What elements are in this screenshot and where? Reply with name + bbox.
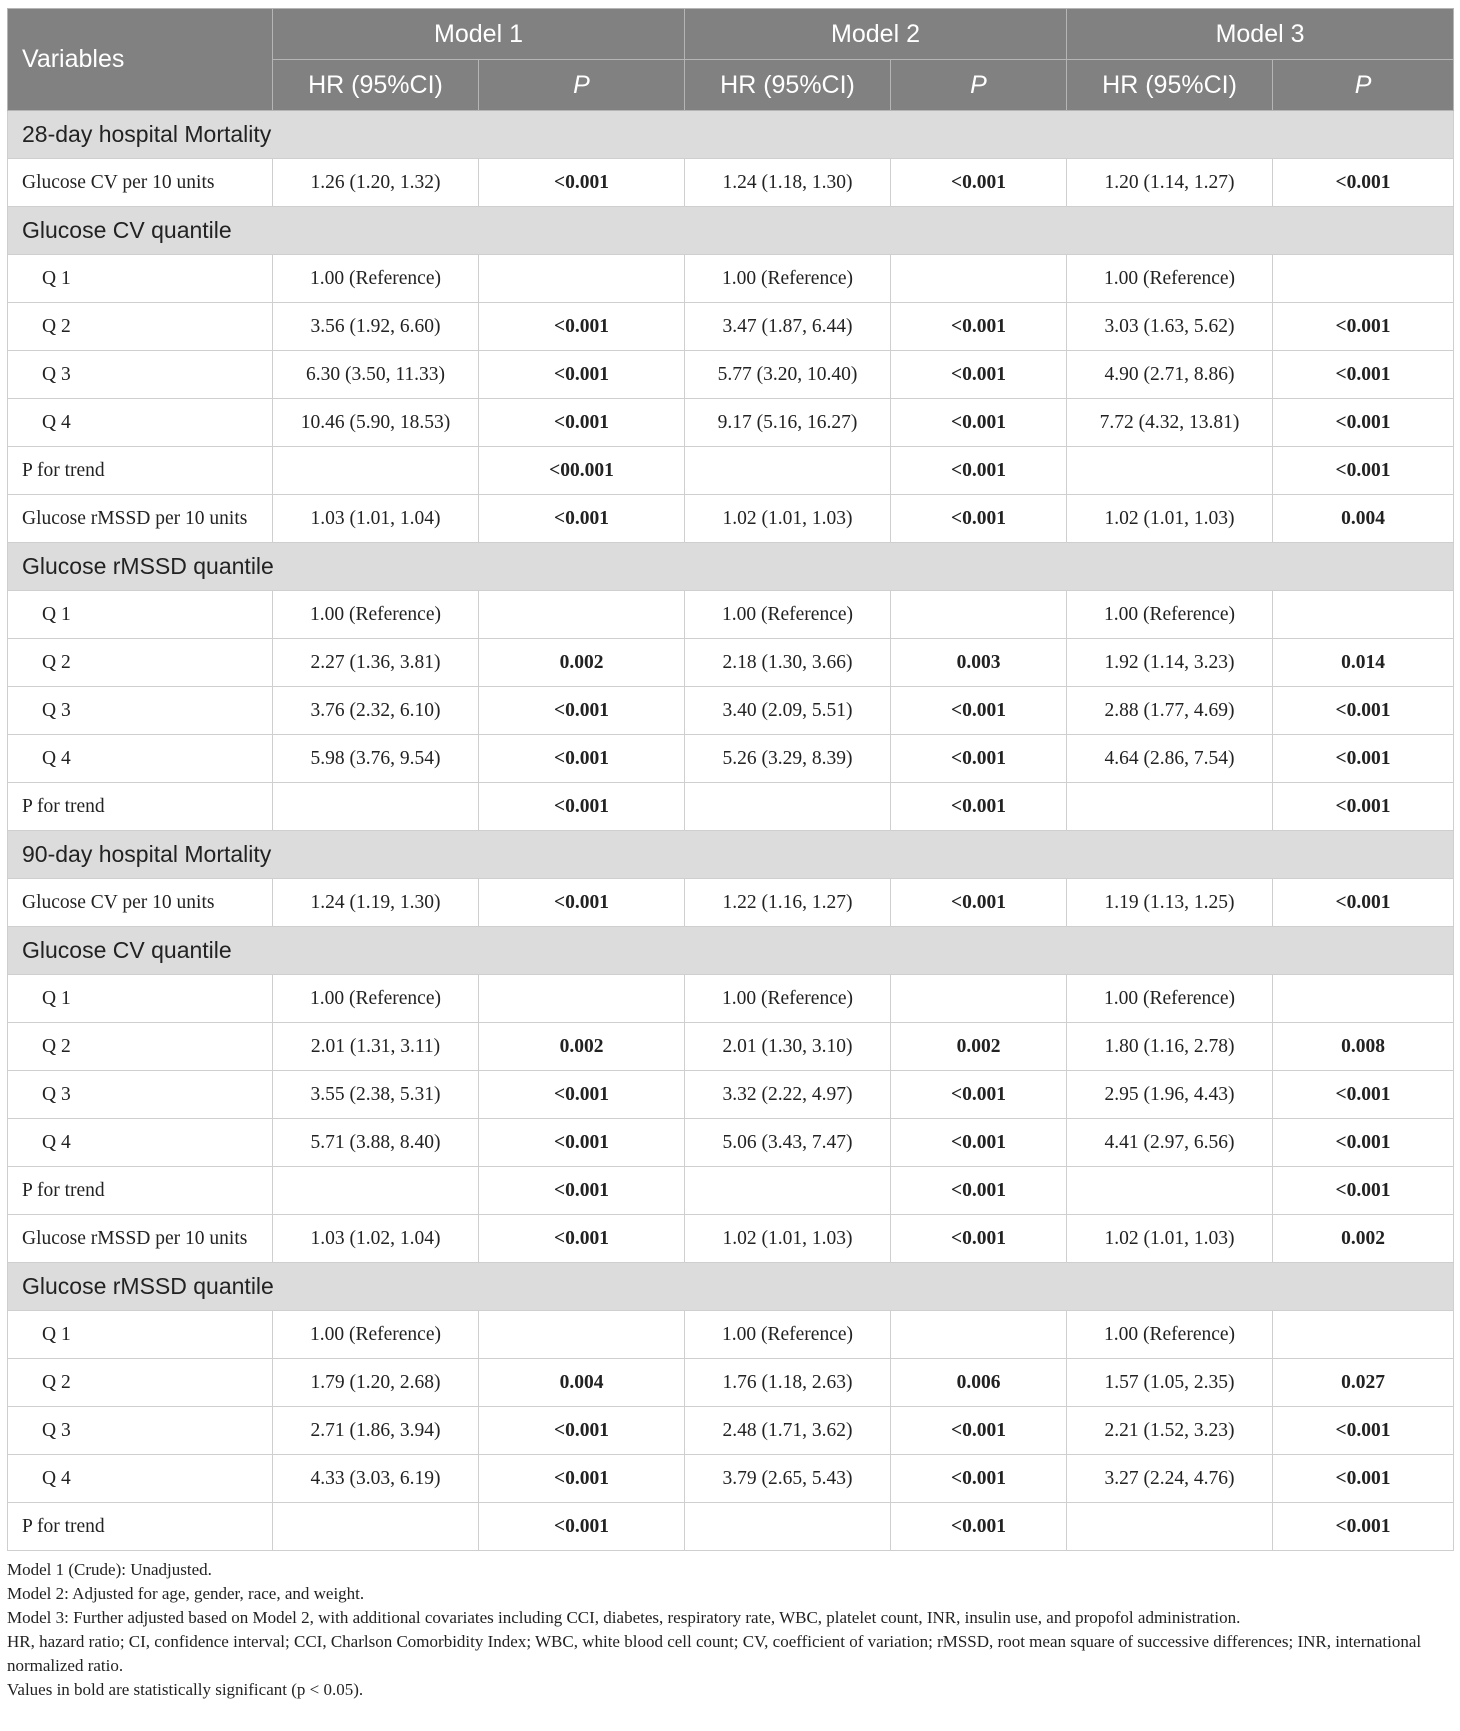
hr-ci-cell: 3.03 (1.63, 5.62) [1067, 303, 1273, 351]
hr-ci-cell: 5.26 (3.29, 8.39) [685, 735, 891, 783]
hr-ci-cell: 2.18 (1.30, 3.66) [685, 639, 891, 687]
table-row [8, 351, 1454, 399]
hr-ci-cell: 1.00 (Reference) [685, 975, 891, 1023]
p-value-cell [1273, 1311, 1454, 1359]
p-value-cell: <0.001 [479, 735, 685, 783]
row-label: Glucose rMSSD per 10 units [8, 1215, 273, 1263]
row-label: Q 2 [8, 1359, 273, 1407]
hr-ci-cell [273, 1503, 479, 1551]
p-value-cell: <0.001 [891, 1503, 1067, 1551]
hr-ci-cell: 1.02 (1.01, 1.03) [685, 495, 891, 543]
p-value-cell: <0.001 [891, 879, 1067, 927]
table-row [8, 1455, 1454, 1503]
p-value-cell: <0.001 [479, 351, 685, 399]
table-row [8, 1119, 1454, 1167]
p-value-cell: <0.001 [1273, 1407, 1454, 1455]
hr-ci-cell [685, 447, 891, 495]
p-value-cell [891, 1311, 1067, 1359]
row-label: Q 2 [8, 303, 273, 351]
model-1-header: Model 1 [273, 9, 685, 60]
table-row [8, 975, 1454, 1023]
p-header: P [1273, 60, 1454, 111]
row-label: P for trend [8, 783, 273, 831]
p-value-cell: <0.001 [891, 1407, 1067, 1455]
hr-ci-cell: 5.06 (3.43, 7.47) [685, 1119, 891, 1167]
hr-ci-cell: 3.40 (2.09, 5.51) [685, 687, 891, 735]
hr-ci-cell: 2.01 (1.31, 3.11) [273, 1023, 479, 1071]
p-value-cell: <0.001 [891, 495, 1067, 543]
hr-ci-cell: 5.98 (3.76, 9.54) [273, 735, 479, 783]
table-header [8, 9, 1454, 111]
row-label: Glucose CV per 10 units [8, 879, 273, 927]
row-label: Q 4 [8, 735, 273, 783]
p-value-cell: <0.001 [1273, 1071, 1454, 1119]
p-value-cell [1273, 255, 1454, 303]
p-value-cell: <0.001 [891, 783, 1067, 831]
p-value-cell: <0.001 [479, 303, 685, 351]
hr-ci-cell: 2.71 (1.86, 3.94) [273, 1407, 479, 1455]
p-value-cell: <0.001 [1273, 1455, 1454, 1503]
p-value-cell: <0.001 [891, 687, 1067, 735]
p-value-cell: <0.001 [479, 783, 685, 831]
hr-ci-cell: 5.71 (3.88, 8.40) [273, 1119, 479, 1167]
p-value-cell: <0.001 [891, 399, 1067, 447]
hr-ci-cell: 5.77 (3.20, 10.40) [685, 351, 891, 399]
hr-ci-cell: 1.00 (Reference) [685, 255, 891, 303]
p-value-cell: <0.001 [891, 1215, 1067, 1263]
table-row [8, 399, 1454, 447]
hr-ci-cell: 1.00 (Reference) [273, 1311, 479, 1359]
p-value-cell: <0.001 [891, 735, 1067, 783]
hr-header: HR (95%CI) [1067, 60, 1273, 111]
p-value-cell: <0.001 [1273, 159, 1454, 207]
p-value-cell: <0.001 [891, 303, 1067, 351]
p-value-cell: 0.014 [1273, 639, 1454, 687]
row-label: P for trend [8, 1503, 273, 1551]
hr-ci-cell: 1.03 (1.01, 1.04) [273, 495, 479, 543]
hr-ci-cell [685, 783, 891, 831]
hr-ci-cell: 2.01 (1.30, 3.10) [685, 1023, 891, 1071]
table-row [8, 255, 1454, 303]
hr-ci-cell [1067, 783, 1273, 831]
hr-ci-cell: 3.76 (2.32, 6.10) [273, 687, 479, 735]
p-value-cell [891, 975, 1067, 1023]
hr-ci-cell: 1.00 (Reference) [273, 255, 479, 303]
hr-ci-cell: 2.88 (1.77, 4.69) [1067, 687, 1273, 735]
row-label: Q 3 [8, 351, 273, 399]
row-label: Q 2 [8, 639, 273, 687]
hr-ci-cell: 3.32 (2.22, 4.97) [685, 1071, 891, 1119]
p-value-cell [1273, 975, 1454, 1023]
hr-ci-cell: 1.24 (1.18, 1.30) [685, 159, 891, 207]
hr-ci-cell: 1.00 (Reference) [273, 975, 479, 1023]
hr-ci-cell: 1.00 (Reference) [685, 1311, 891, 1359]
hr-ci-cell: 1.00 (Reference) [1067, 255, 1273, 303]
hr-ci-cell [685, 1167, 891, 1215]
variables-header: Variables [8, 9, 273, 111]
section-title: Glucose rMSSD quantile [8, 543, 1454, 591]
hr-ci-cell: 1.02 (1.01, 1.03) [1067, 1215, 1273, 1263]
p-value-cell: <0.001 [1273, 399, 1454, 447]
hr-ci-cell: 3.55 (2.38, 5.31) [273, 1071, 479, 1119]
hr-ci-cell: 6.30 (3.50, 11.33) [273, 351, 479, 399]
p-value-cell: <0.001 [891, 1455, 1067, 1503]
hr-ci-cell [273, 1167, 479, 1215]
p-value-cell: <0.001 [1273, 879, 1454, 927]
row-label: Q 4 [8, 1119, 273, 1167]
hr-ci-cell: 1.22 (1.16, 1.27) [685, 879, 891, 927]
p-value-cell: <0.001 [891, 1167, 1067, 1215]
table-footnotes [7, 1558, 1453, 1702]
row-label: Q 1 [8, 255, 273, 303]
hr-ci-cell: 4.41 (2.97, 6.56) [1067, 1119, 1273, 1167]
p-value-cell [891, 255, 1067, 303]
hr-ci-cell [1067, 1167, 1273, 1215]
p-value-cell: <0.001 [1273, 735, 1454, 783]
p-value-cell: <0.001 [479, 1071, 685, 1119]
section-row [8, 111, 1454, 159]
hr-ci-cell: 3.79 (2.65, 5.43) [685, 1455, 891, 1503]
row-label: P for trend [8, 1167, 273, 1215]
p-value-cell: 0.002 [479, 1023, 685, 1071]
row-label: Q 4 [8, 1455, 273, 1503]
hazard-ratio-table [7, 8, 1454, 1551]
hr-ci-cell: 2.21 (1.52, 3.23) [1067, 1407, 1273, 1455]
p-value-cell: <0.001 [479, 879, 685, 927]
section-row [8, 1263, 1454, 1311]
table-row [8, 1023, 1454, 1071]
p-value-cell: <0.001 [1273, 783, 1454, 831]
section-row [8, 543, 1454, 591]
hr-ci-cell: 1.20 (1.14, 1.27) [1067, 159, 1273, 207]
hr-ci-cell: 1.92 (1.14, 3.23) [1067, 639, 1273, 687]
hr-ci-cell: 1.24 (1.19, 1.30) [273, 879, 479, 927]
footnote-line: Values in bold are statistically significant (p < 0.05). [7, 1680, 364, 1699]
hr-ci-cell: 1.00 (Reference) [1067, 1311, 1273, 1359]
p-value-cell: <0.001 [1273, 687, 1454, 735]
table-row [8, 735, 1454, 783]
p-value-cell: 0.002 [891, 1023, 1067, 1071]
hr-ci-cell: 1.19 (1.13, 1.25) [1067, 879, 1273, 927]
p-value-cell: <0.001 [891, 159, 1067, 207]
section-title: 90-day hospital Mortality [8, 831, 1454, 879]
p-value-cell: <0.001 [891, 1071, 1067, 1119]
p-value-cell [479, 591, 685, 639]
section-title: 28-day hospital Mortality [8, 111, 1454, 159]
hr-ci-cell: 1.00 (Reference) [1067, 591, 1273, 639]
table-row [8, 1359, 1454, 1407]
hr-ci-cell: 1.00 (Reference) [685, 591, 891, 639]
section-title: Glucose CV quantile [8, 207, 1454, 255]
table-row [8, 1407, 1454, 1455]
table-row [8, 879, 1454, 927]
footnote-line: Model 1 (Crude): Unadjusted. [7, 1560, 212, 1579]
hr-ci-cell: 1.57 (1.05, 2.35) [1067, 1359, 1273, 1407]
p-value-cell: <0.001 [891, 351, 1067, 399]
p-value-cell: <0.001 [891, 447, 1067, 495]
hr-ci-cell: 4.90 (2.71, 8.86) [1067, 351, 1273, 399]
row-label: Q 1 [8, 1311, 273, 1359]
p-value-cell: <0.001 [479, 495, 685, 543]
p-value-cell: 0.002 [479, 639, 685, 687]
hr-header: HR (95%CI) [273, 60, 479, 111]
hr-ci-cell: 3.47 (1.87, 6.44) [685, 303, 891, 351]
table-row [8, 495, 1454, 543]
row-label: Q 3 [8, 1071, 273, 1119]
p-value-cell: 0.004 [479, 1359, 685, 1407]
table-row [8, 783, 1454, 831]
p-value-cell: 0.008 [1273, 1023, 1454, 1071]
hr-ci-cell: 1.80 (1.16, 2.78) [1067, 1023, 1273, 1071]
hr-ci-cell: 7.72 (4.32, 13.81) [1067, 399, 1273, 447]
hr-ci-cell: 1.79 (1.20, 2.68) [273, 1359, 479, 1407]
p-value-cell: <0.001 [1273, 1119, 1454, 1167]
section-row [8, 927, 1454, 975]
p-value-cell: <0.001 [479, 1215, 685, 1263]
row-label: Glucose CV per 10 units [8, 159, 273, 207]
table-row [8, 447, 1454, 495]
footnote-line: Model 3: Further adjusted based on Model 2, with additional covariates including CCI, diabetes, respiratory rate, WBC, platelet count, INR, insulin use, and propofol administration. [7, 1608, 1241, 1627]
table-row [8, 303, 1454, 351]
row-label: Q 1 [8, 591, 273, 639]
p-value-cell: <0.001 [479, 687, 685, 735]
section-title: Glucose CV quantile [8, 927, 1454, 975]
p-value-cell: <0.001 [1273, 1167, 1454, 1215]
row-label: Glucose rMSSD per 10 units [8, 495, 273, 543]
p-header: P [479, 60, 685, 111]
table-row [8, 687, 1454, 735]
p-value-cell: <0.001 [1273, 447, 1454, 495]
hr-ci-cell: 10.46 (5.90, 18.53) [273, 399, 479, 447]
hr-ci-cell: 4.64 (2.86, 7.54) [1067, 735, 1273, 783]
p-value-cell: 0.004 [1273, 495, 1454, 543]
row-label: Q 3 [8, 1407, 273, 1455]
p-value-cell: <0.001 [479, 1167, 685, 1215]
p-value-cell [1273, 591, 1454, 639]
table-row [8, 1503, 1454, 1551]
hr-ci-cell [1067, 1503, 1273, 1551]
model-3-header: Model 3 [1067, 9, 1454, 60]
hr-ci-cell: 1.26 (1.20, 1.32) [273, 159, 479, 207]
row-label: Q 2 [8, 1023, 273, 1071]
section-row [8, 831, 1454, 879]
hr-ci-cell [273, 783, 479, 831]
p-value-cell: <00.001 [479, 447, 685, 495]
p-value-cell: 0.002 [1273, 1215, 1454, 1263]
row-label: Q 4 [8, 399, 273, 447]
p-header: P [891, 60, 1067, 111]
hr-ci-cell: 3.27 (2.24, 4.76) [1067, 1455, 1273, 1503]
model-2-header: Model 2 [685, 9, 1067, 60]
table-row [8, 1215, 1454, 1263]
hr-ci-cell: 2.27 (1.36, 3.81) [273, 639, 479, 687]
hr-ci-cell: 2.95 (1.96, 4.43) [1067, 1071, 1273, 1119]
hr-ci-cell: 3.56 (1.92, 6.60) [273, 303, 479, 351]
section-title: Glucose rMSSD quantile [8, 1263, 1454, 1311]
p-value-cell: <0.001 [479, 1119, 685, 1167]
table-row [8, 639, 1454, 687]
table-row [8, 159, 1454, 207]
row-label: Q 3 [8, 687, 273, 735]
hr-ci-cell: 1.00 (Reference) [1067, 975, 1273, 1023]
p-value-cell: <0.001 [1273, 1503, 1454, 1551]
p-value-cell: <0.001 [1273, 303, 1454, 351]
hr-ci-cell: 2.48 (1.71, 3.62) [685, 1407, 891, 1455]
hr-ci-cell: 1.00 (Reference) [273, 591, 479, 639]
p-value-cell [479, 255, 685, 303]
p-value-cell: 0.003 [891, 639, 1067, 687]
p-value-cell: <0.001 [479, 1455, 685, 1503]
hr-ci-cell: 1.76 (1.18, 2.63) [685, 1359, 891, 1407]
results-table-container [7, 8, 1453, 1702]
p-value-cell: 0.027 [1273, 1359, 1454, 1407]
p-value-cell: <0.001 [479, 399, 685, 447]
p-value-cell [479, 1311, 685, 1359]
p-value-cell: <0.001 [1273, 351, 1454, 399]
hr-ci-cell [1067, 447, 1273, 495]
p-value-cell: <0.001 [479, 1503, 685, 1551]
hr-ci-cell: 1.02 (1.01, 1.03) [685, 1215, 891, 1263]
p-value-cell: <0.001 [891, 1119, 1067, 1167]
p-value-cell: <0.001 [479, 1407, 685, 1455]
table-row [8, 591, 1454, 639]
hr-ci-cell [273, 447, 479, 495]
hr-ci-cell: 4.33 (3.03, 6.19) [273, 1455, 479, 1503]
footnote-line: Model 2: Adjusted for age, gender, race, and weight. [7, 1584, 365, 1603]
table-body [8, 111, 1454, 1551]
table-row [8, 1071, 1454, 1119]
hr-ci-cell [685, 1503, 891, 1551]
table-row [8, 1311, 1454, 1359]
hr-ci-cell: 9.17 (5.16, 16.27) [685, 399, 891, 447]
hr-ci-cell: 1.02 (1.01, 1.03) [1067, 495, 1273, 543]
p-value-cell [479, 975, 685, 1023]
hr-ci-cell: 1.03 (1.02, 1.04) [273, 1215, 479, 1263]
table-row [8, 1167, 1454, 1215]
p-value-cell: 0.006 [891, 1359, 1067, 1407]
section-row [8, 207, 1454, 255]
row-label: P for trend [8, 447, 273, 495]
p-value-cell: <0.001 [479, 159, 685, 207]
row-label: Q 1 [8, 975, 273, 1023]
hr-header: HR (95%CI) [685, 60, 891, 111]
p-value-cell [891, 591, 1067, 639]
footnote-line: HR, hazard ratio; CI, confidence interval; CCI, Charlson Comorbidity Index; WBC, white blood cell count; CV, coefficient of variation; rMSSD, root mean square of successive differences; INR, international normalized ratio. [7, 1632, 1422, 1675]
